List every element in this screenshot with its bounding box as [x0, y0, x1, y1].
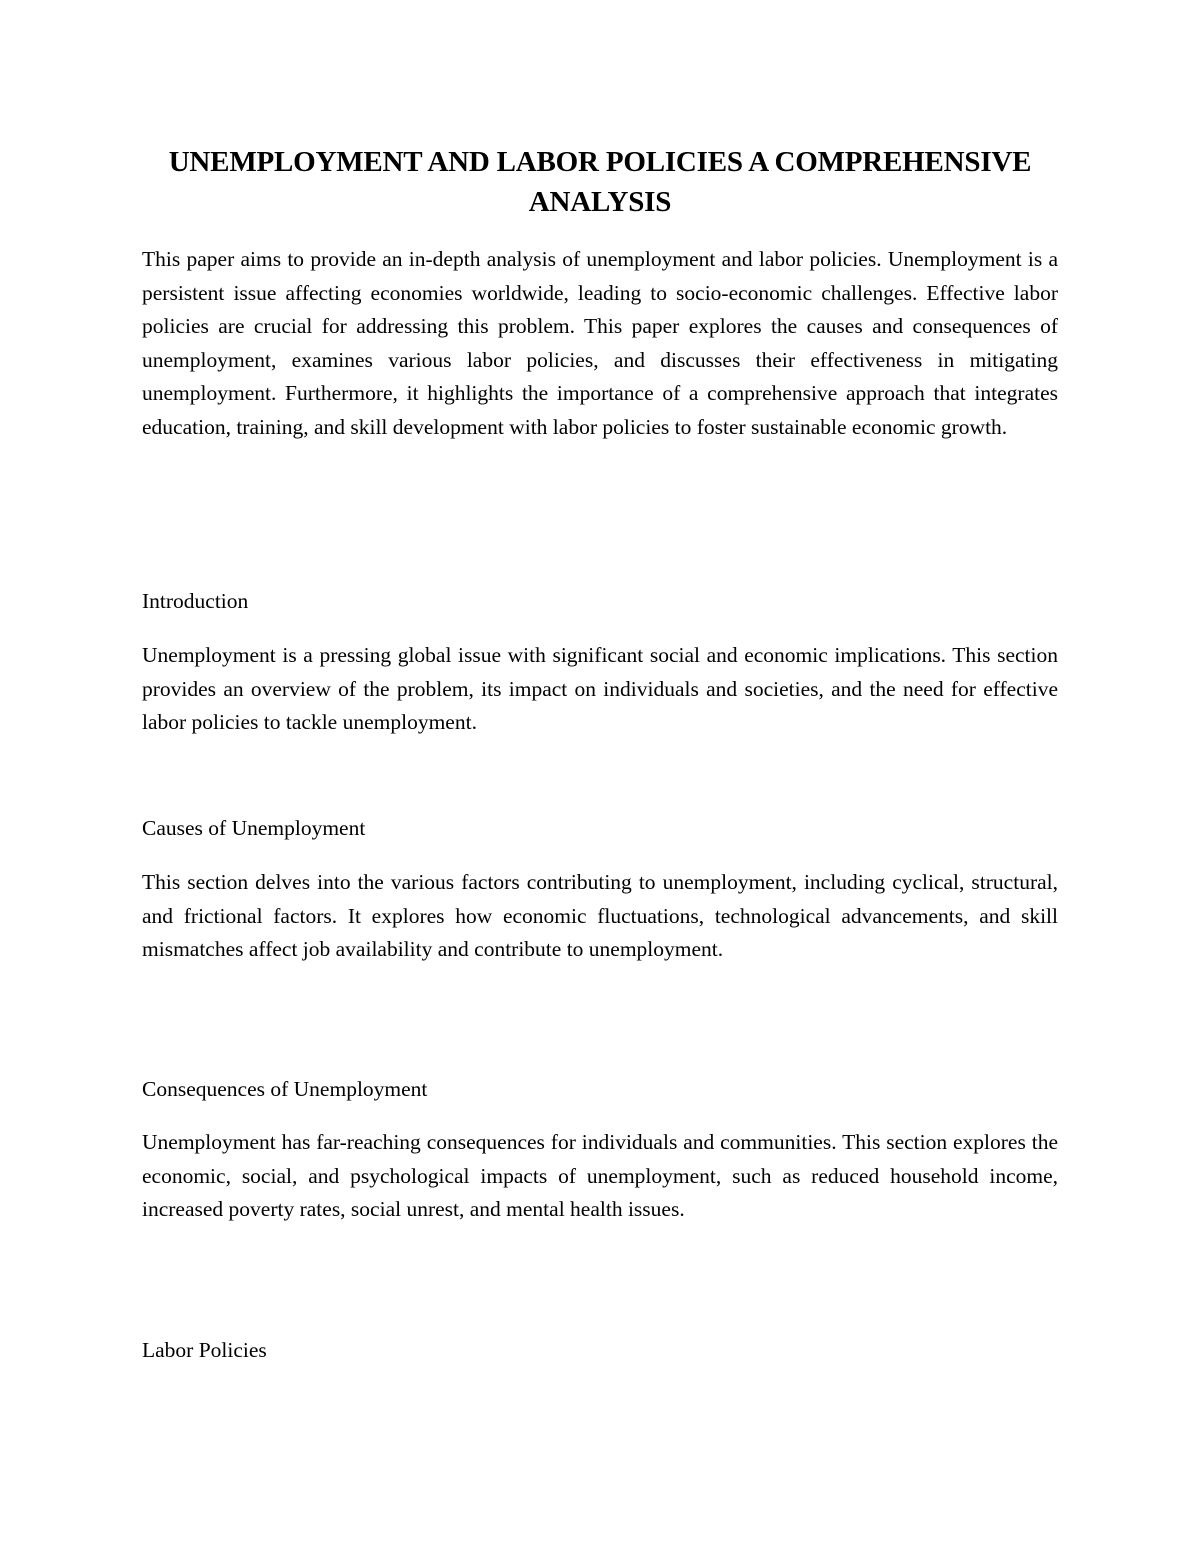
section-heading-introduction: Introduction	[142, 589, 249, 613]
section-heading-causes: Causes of Unemployment	[142, 816, 366, 840]
abstract-paragraph: This paper aims to provide an in-depth analysis of unemployment and labor policies. Unemployment is a persistent issue affecting economies worldwide, leading to socio-economic challenges. Effective labor policies are crucial for addressing this problem. This paper explores the causes and consequences of unemployment, examines various labor policies, and discusses their effectiveness in mitigating unemployment. Furthermore, it highlights the importance of a comprehensive approach that integrates education, training, and skill development with labor policies to foster sustainable economic growth.	[142, 247, 1058, 439]
section-body-consequences: Unemployment has far-reaching consequences for individuals and communities. This section explores the economic, social, and psychological impacts of unemployment, such as reduced household income, increased poverty rates, social unrest, and mental health issues.	[142, 1130, 1058, 1222]
section-body-introduction: Unemployment is a pressing global issue with significant social and economic implications. This section provides an overview of the problem, its impact on individuals and societies, and the need for effective labor policies to tackle unemployment.	[142, 643, 1058, 735]
section-body-causes: This section delves into the various factors contributing to unemployment, including cyclical, structural, and frictional factors. It explores how economic fluctuations, technological advancements, and skill mismatches affect job availability and contribute to unemployment.	[142, 870, 1058, 962]
document-title: UNEMPLOYMENT AND LABOR POLICIES A COMPREHENSIVE ANALYSIS	[168, 146, 1032, 218]
section-heading-labor-policies: Labor Policies	[142, 1338, 267, 1362]
section-heading-consequences: Consequences of Unemployment	[142, 1077, 428, 1101]
